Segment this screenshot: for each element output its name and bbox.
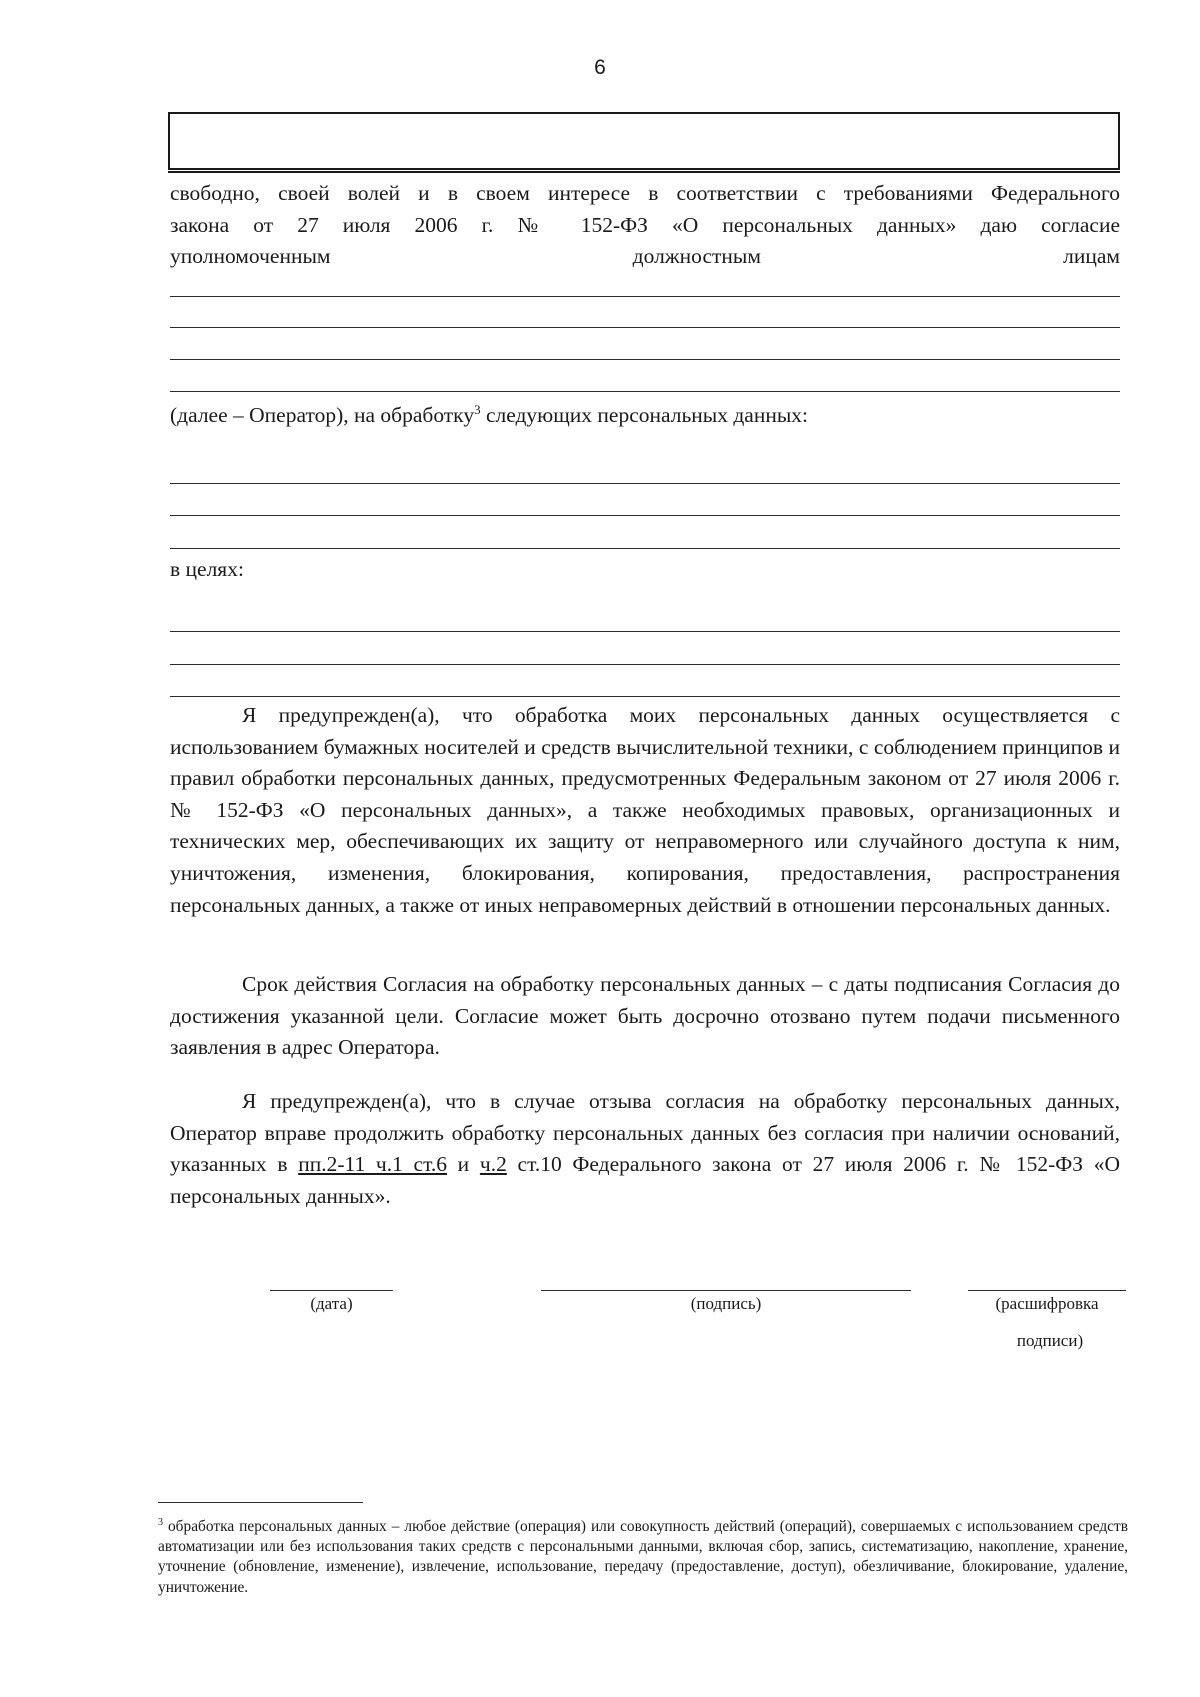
data-fill-line-1[interactable] [170, 483, 1120, 484]
intro-text [170, 178, 1120, 273]
law-reference-link-1[interactable]: пп.2-11 ч.1 ст.6 [298, 1152, 447, 1177]
data-fill-line-2[interactable] [170, 515, 1120, 516]
footnote-ref-3: 3 [474, 401, 481, 417]
footnote-separator [158, 1502, 363, 1503]
operator-line-text-end: следующих персональных данных: [480, 403, 809, 427]
intro-line-2: закона от 27 июля 2006 г. № 152-ФЗ «О персональных данных» даю согласие [170, 212, 1120, 237]
date-line[interactable] [270, 1290, 393, 1291]
signature-caption: (подпись) [690, 1294, 762, 1313]
intro-line-3 [170, 241, 1120, 273]
name-entry-box[interactable] [168, 112, 1120, 170]
purpose-fill-line-2[interactable] [170, 664, 1120, 665]
operator-line-text: (далее – Оператор), на обработку [170, 403, 475, 427]
purposes-label: в целях: [170, 557, 244, 581]
intro-word-officials: должностным [632, 244, 761, 269]
decode-caption-1: (расшифровка [995, 1294, 1099, 1313]
decode-line[interactable] [968, 1290, 1126, 1291]
intro-line-1: свободно, своей волей и в своем интересе в соответствии с требованиями Федерального [170, 181, 1120, 205]
operator-fill-line-3[interactable] [170, 359, 1120, 360]
data-fill-line-3[interactable] [170, 548, 1120, 549]
revoke-paragraph [170, 1086, 1120, 1212]
operator-fill-line-2[interactable] [170, 327, 1120, 328]
warning-paragraph: Я предупрежден(а), что обработка моих персональных данных осуществляется с использованием бумажных носителей и средств вычислительной техники, с соблюдением принципов и правил обработки персональных данных, предусмотренных Федеральным законом от 27 июля 2006 г. № 152-ФЗ «О персональных данных», а также необходимых правовых, организационных и технических мер, обеспечивающих их защиту от неправомерного или случайного доступа к ним, уничтожения, изменения, блокирования, копирования, предоставления, распространения персональных данных, а также от иных неправомерных действий в отношении персональных данных. [170, 703, 1120, 917]
page-number: 6 [594, 56, 606, 79]
signature-line[interactable] [541, 1290, 911, 1291]
law-reference-link-2[interactable]: ч.2 [479, 1152, 507, 1177]
footnote-marker: 3 [158, 1516, 163, 1528]
revoke-text-1: Я предупрежден(а), что в случае отзыва согласия на обработку персональных данных, Оператор вправе продолжить обработку персональных данных без согласия при наличии оснований, указанных в [170, 1089, 1120, 1177]
term-paragraph: Срок действия Согласия на обработку персональных данных – с даты подписания Согласия до достижения указанной цели. Согласие может быть досрочно отозвано путем подачи письменного заявления в адрес Оператора. [170, 972, 1120, 1060]
footnote [158, 1517, 1128, 1598]
footnote-text: обработка персональных данных – любое действие (операция) или совокупность действий (операций), совершаемых с использованием средств автоматизации или без использования таких средств с персональными данными, включая сбор, запись, систематизацию, накопление, хранение, уточнение (обновление, изменение), извлечение, использование, передачу (предоставление, доступ), обезличивание, блокирование, удаление, уничтожение. [158, 1518, 1128, 1596]
purpose-fill-line-1[interactable] [170, 631, 1120, 632]
operator-line [170, 400, 1120, 432]
operator-fill-line-4[interactable] [170, 391, 1120, 392]
purpose-fill-line-3[interactable] [170, 696, 1120, 697]
intro-word-authorized: уполномоченным [170, 244, 331, 269]
date-caption: (дата) [310, 1294, 353, 1313]
operator-fill-line-1[interactable] [170, 296, 1120, 297]
revoke-text-2: и [446, 1152, 480, 1177]
revoke-text-3: ст.10 Федерального закона от 27 июля 2006 г. № 152-ФЗ «О персональных данных». [170, 1152, 1120, 1208]
decode-caption-2: подписи) [1016, 1331, 1084, 1350]
intro-word-persons: лицам [1063, 244, 1120, 269]
